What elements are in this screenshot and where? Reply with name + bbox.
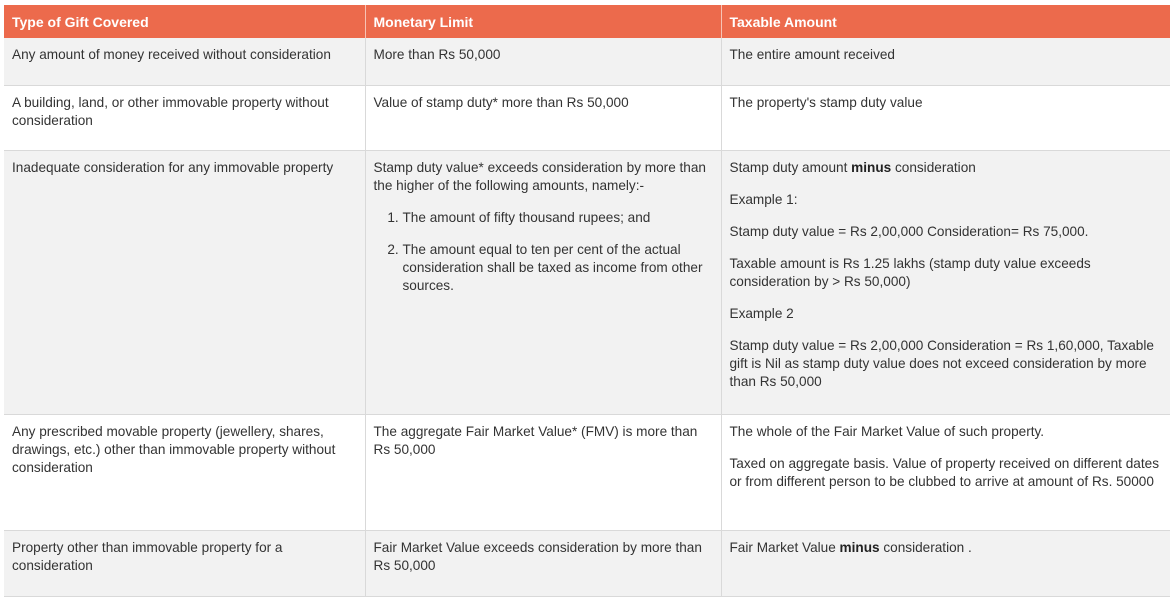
table-row bbox=[4, 414, 1170, 530]
taxable-value: The whole of the Fair Market Value of such property. bbox=[729, 423, 1045, 439]
gift-tax-table bbox=[4, 5, 1170, 597]
cell-type: Property other than immovable property for a consideration bbox=[4, 530, 365, 596]
cell-taxable: Fair Market Value minus consideration . bbox=[721, 530, 1170, 596]
minus-keyword: minus bbox=[839, 539, 880, 555]
limit-intro: Stamp duty value* exceeds consideration by more than the higher of the following amounts, namely:- bbox=[373, 159, 706, 193]
table-row bbox=[4, 85, 1170, 150]
example-2-line: Stamp duty value = Rs 2,00,000 Consideration = Rs 1,60,000, Taxable gift is Nil as stamp duty value does not exceed consideration by more than Rs 50,000 bbox=[729, 337, 1154, 389]
cell-limit: Fair Market Value exceeds consideration by more than Rs 50,000 bbox=[365, 530, 721, 596]
example-1-line: Stamp duty value = Rs 2,00,000 Consideration= Rs 75,000. bbox=[729, 223, 1089, 239]
header-type: Type of Gift Covered bbox=[4, 5, 365, 38]
example-1-title: Example 1: bbox=[729, 191, 798, 207]
cell-taxable bbox=[721, 414, 1170, 530]
cell-limit: More than Rs 50,000 bbox=[365, 38, 721, 85]
list-item: 2. The amount equal to ten per cent of the actual consideration shall be taxed as income from other sources. bbox=[403, 241, 714, 295]
limit-list bbox=[374, 209, 714, 295]
cell-limit: Value of stamp duty* more than Rs 50,000 bbox=[365, 85, 721, 150]
example-1-line: Taxable amount is Rs 1.25 lakhs (stamp duty value exceeds consideration by > Rs 50,000) bbox=[729, 255, 1091, 289]
list-item: 1. The amount of fifty thousand rupees; and bbox=[403, 209, 714, 227]
taxable-note: Taxed on aggregate basis. Value of property received on different dates or from different person to be clubbed to arrive at amount of Rs. 50000 bbox=[729, 455, 1159, 489]
cell-taxable: The entire amount received bbox=[721, 38, 1170, 85]
example-2-title: Example 2 bbox=[729, 305, 794, 321]
table-row bbox=[4, 150, 1170, 414]
table-row bbox=[4, 530, 1170, 596]
cell-type: A building, land, or other immovable property without consideration bbox=[4, 85, 365, 150]
header-taxable: Taxable Amount bbox=[721, 5, 1170, 38]
header-row bbox=[4, 5, 1170, 38]
cell-taxable: The property's stamp duty value bbox=[721, 85, 1170, 150]
cell-type: Any amount of money received without consideration bbox=[4, 38, 365, 85]
cell-taxable bbox=[721, 150, 1170, 414]
cell-type: Inadequate consideration for any immovable property bbox=[4, 150, 365, 414]
cell-limit bbox=[365, 150, 721, 414]
header-limit: Monetary Limit bbox=[365, 5, 721, 38]
cell-limit: The aggregate Fair Market Value* (FMV) is more than Rs 50,000 bbox=[365, 414, 721, 530]
table-row bbox=[4, 38, 1170, 85]
taxable-formula: Stamp duty amount minus consideration bbox=[729, 159, 976, 175]
cell-type: Any prescribed movable property (jewellery, shares, drawings, etc.) other than immovable property without consideration bbox=[4, 414, 365, 530]
minus-keyword: minus bbox=[851, 159, 892, 175]
